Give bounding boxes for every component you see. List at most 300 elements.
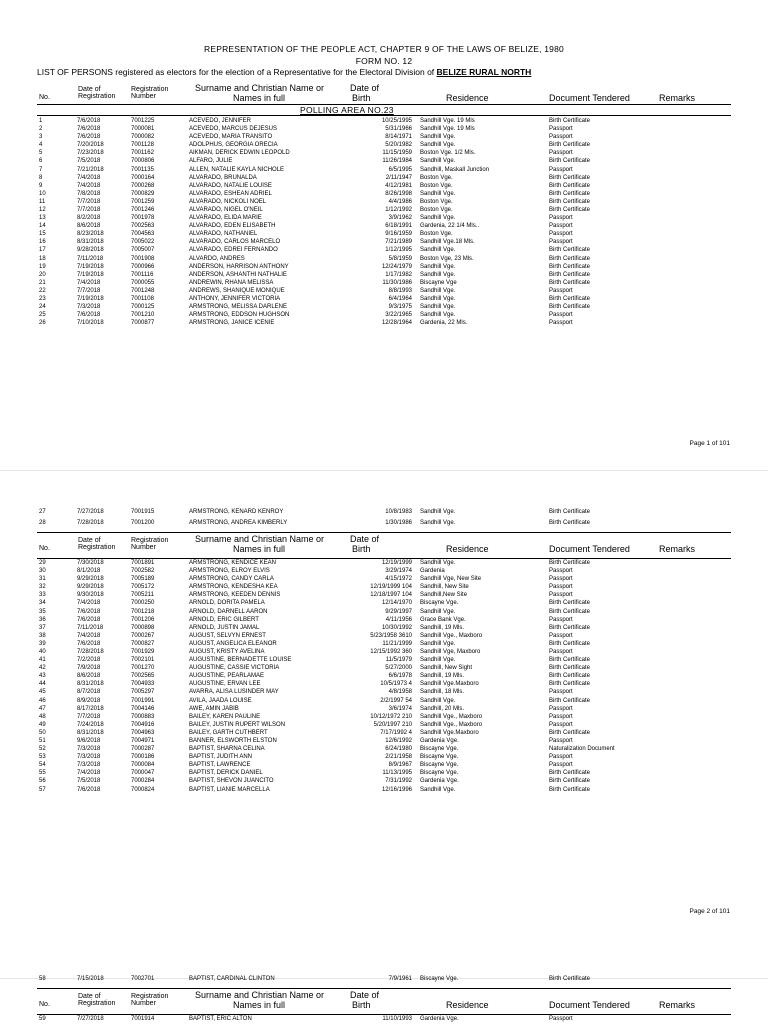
document-tendered: Passport: [549, 568, 573, 575]
document-tendered: Birth Certificate: [549, 255, 591, 262]
voter-name: ARMSTRONG, MELISSA DARLENE: [189, 304, 288, 311]
residence: Sandhill Vge.Maxboro: [420, 729, 479, 736]
date-of-birth: 6/4/1964: [388, 295, 412, 302]
document-tendered: Birth Certificate: [549, 624, 591, 631]
registration-number: 7001248: [131, 287, 155, 294]
residence: Sandhill Vge.: [420, 657, 456, 664]
document-tendered: Passport: [549, 239, 573, 246]
voter-name: BAILEY, JUSTIN RUPERT WILSON: [189, 721, 286, 728]
row-number: 23: [39, 295, 46, 302]
date-of-birth: 7/9/1961: [388, 976, 412, 982]
registration-date: 7/11/2018: [77, 624, 104, 631]
voter-name: ALVARADO, NIGEL O'NEIL: [189, 206, 263, 213]
document-tendered: Passport: [549, 632, 573, 639]
document-tendered: Passport: [549, 689, 573, 696]
voter-name: BAILEY, GARTH CUTHBERT: [189, 729, 268, 736]
registration-number: 7005211: [131, 592, 154, 599]
row-number: 1: [39, 118, 43, 124]
registration-date: 7/27/2018: [77, 1016, 104, 1022]
document-tendered: Passport: [549, 762, 573, 769]
row-number: 49: [39, 721, 46, 728]
row-number: 52: [39, 746, 46, 753]
table-row: [0, 975, 768, 983]
residence: Sandhill, 19 Mls.: [420, 673, 465, 680]
voter-name: ADOLPHUS, GEORGIA ORECIA: [189, 142, 278, 149]
residence: Sandhill, New Sight: [420, 665, 473, 672]
row-number: 14: [39, 223, 46, 230]
row-number: 38: [39, 632, 46, 639]
table-row: [0, 117, 768, 125]
voter-name: ANDERSON, HARRISON ANTHONY: [189, 263, 289, 270]
row-number: 8: [39, 174, 43, 181]
document-tendered: Birth Certificate: [549, 158, 591, 165]
document-tendered: Passport: [549, 616, 573, 623]
row-number: 25: [39, 312, 46, 319]
date-of-birth: 4/8/1958: [388, 689, 412, 696]
voter-name: ARMSTRONG, ELROY ELVIS: [189, 568, 270, 575]
row-number: 47: [39, 705, 46, 712]
row-number: 59: [39, 1016, 46, 1022]
registration-date: 7/4/2018: [77, 174, 101, 181]
table-row: [0, 697, 768, 705]
document-page-3: [0, 978, 768, 1024]
table-row: [0, 721, 768, 729]
list-prefix: LIST OF PERSONS registered as electors for the election of a Representative for the Electoral Division of: [37, 67, 435, 77]
row-number: 15: [39, 231, 46, 238]
registration-date: 7/7/2018: [77, 713, 101, 720]
voter-name: ANDREWIN, RHANA MELISSA: [189, 279, 274, 286]
voter-name: AUGUSTINE, ERVAN LEE: [189, 681, 261, 688]
document-tendered: Birth Certificate: [549, 673, 591, 680]
registration-number: 7001978: [131, 215, 155, 222]
col-reg-date-1: Date of: [78, 993, 101, 1000]
registration-number: 7000164: [131, 174, 155, 181]
col-reg-date-1: Date of: [78, 537, 101, 544]
date-of-birth: 12/16/1996: [381, 786, 412, 793]
voter-name: AUGUSTINE, CASSIE VICTORIA: [189, 665, 280, 672]
registration-date: 7/4/2018: [77, 632, 101, 639]
table-row: [0, 769, 768, 777]
row-number: 54: [39, 762, 46, 769]
table-row: [0, 319, 768, 327]
registration-number: 7001206: [131, 616, 155, 623]
document-tendered: Passport: [549, 166, 573, 173]
registration-number: 7000827: [131, 640, 155, 647]
table-row: [0, 206, 768, 214]
polling-area-label: POLLING AREA NO.23: [300, 105, 394, 115]
registration-number: 7000084: [131, 762, 155, 769]
registration-number: 7000047: [131, 770, 155, 777]
registration-number: 7000268: [131, 182, 155, 189]
registration-number: 7001991: [131, 697, 155, 704]
row-number: 45: [39, 689, 46, 696]
date-of-birth: 12/19/1999 104: [370, 584, 412, 591]
voter-name: ANDREWS, SHANIQUE MONIQUE: [189, 287, 285, 294]
date-of-birth: 6/18/1991: [385, 223, 412, 230]
document-tendered: Passport: [549, 223, 573, 230]
document-tendered: Birth Certificate: [549, 271, 591, 278]
registration-number: 7004563: [131, 231, 155, 238]
registration-date: 7/5/2018: [77, 158, 101, 165]
registration-date: 8/23/2018: [77, 231, 104, 238]
table-row: [0, 688, 768, 696]
document-tendered: Birth Certificate: [549, 657, 591, 664]
registration-number: 7000267: [131, 632, 155, 639]
electoral-division: BELIZE RURAL NORTH: [436, 67, 532, 77]
table-row: [0, 591, 768, 599]
date-of-birth: 5/27/2000: [385, 665, 412, 672]
date-of-birth: 11/10/1993: [382, 1016, 412, 1022]
table-row: [0, 559, 768, 567]
registration-number: 7001915: [131, 509, 155, 515]
residence: Sandhill Vge. 19 Mls: [420, 126, 475, 133]
col-residence: Residence: [446, 93, 489, 103]
registration-number: 7000877: [131, 320, 155, 327]
table-row: [0, 198, 768, 206]
date-of-birth: 4/15/1972: [385, 576, 412, 583]
registration-number: 7002565: [131, 673, 155, 680]
registration-number: 7005189: [131, 576, 155, 583]
residence: Sandhill Vge.: [420, 312, 456, 319]
table-row: [0, 263, 768, 271]
voter-name: ALVARADO, ELIDA MARIE: [189, 215, 262, 222]
residence: Sandhill Vge.: [420, 640, 456, 647]
row-number: 39: [39, 640, 46, 647]
row-number: 41: [39, 657, 46, 664]
residence: Gardenia Vge.: [420, 737, 459, 744]
table-row: [0, 624, 768, 632]
col-document: Document Tendered: [549, 1000, 630, 1010]
registration-date: 9/30/2018: [77, 592, 104, 599]
registration-date: 8/31/2018: [77, 681, 104, 688]
voter-name: ARNOLD, DORITA PAMELA: [189, 600, 265, 607]
table-row: [0, 786, 768, 794]
page-number: Page 2 of 101: [689, 908, 730, 915]
registration-date: 8/31/2018: [77, 239, 104, 246]
table-row: [0, 648, 768, 656]
date-of-birth: 11/26/1984: [382, 158, 412, 165]
voter-name: BAPTIST, JUDITH ANN: [189, 754, 253, 761]
date-of-birth: 7/21/1989: [385, 239, 412, 246]
document-tendered: Birth Certificate: [549, 770, 591, 777]
date-of-birth: 10/12/1972 210: [370, 713, 412, 720]
row-number: 56: [39, 778, 46, 785]
registration-number: 7002582: [131, 568, 155, 575]
registration-number: 7000081: [131, 126, 155, 133]
registration-date: 8/1/2018: [77, 568, 101, 575]
registration-date: 9/28/2018: [77, 247, 104, 254]
col-no: No.: [39, 545, 50, 552]
registration-date: 7/23/2018: [77, 150, 104, 157]
table-row: [0, 255, 768, 263]
residence: Biscayne Vge.: [420, 770, 459, 777]
registration-number: 7001128: [131, 142, 154, 149]
document-tendered: Birth Certificate: [549, 729, 591, 736]
voter-name: ALFARO, JULIE: [189, 158, 233, 165]
table-row: [0, 616, 768, 624]
registration-number: 7001270: [131, 665, 155, 672]
document-tendered: Birth Certificate: [549, 665, 591, 672]
row-number: 32: [39, 584, 46, 591]
col-document: Document Tendered: [549, 93, 630, 103]
row-number: 4: [39, 142, 43, 149]
voter-name: ARMSTRONG, KENARD KENROY: [189, 509, 284, 515]
voter-name: ACEVEDO, JENNIFER: [189, 118, 252, 124]
date-of-birth: 11/5/1979: [385, 657, 412, 664]
voter-name: BAPTIST, SHEVON JUANCITO: [189, 778, 274, 785]
registration-date: 7/8/2018: [77, 190, 101, 197]
document-tendered: Passport: [549, 576, 573, 583]
table-row: [0, 745, 768, 753]
table-row: [0, 166, 768, 174]
registration-number: 7000883: [131, 713, 155, 720]
residence: Boston Vge. 1/2 Mls.: [420, 150, 476, 157]
registration-date: 7/15/2018: [77, 976, 104, 982]
voter-name: AVARRA, ALISA LUSINDER MAY: [189, 689, 279, 696]
voter-name: ALVARADO, EDEN ELISABETH: [189, 223, 276, 230]
col-reg-date-2: Registration: [78, 93, 116, 100]
voter-name: AUGUSTINE, BERNADETTE LOUISE: [189, 657, 292, 664]
col-dob-1: Date of: [350, 534, 380, 544]
document-tendered: Passport: [549, 584, 573, 591]
residence: Sandhill, Maskall Junction: [420, 166, 490, 173]
table-row: [0, 141, 768, 149]
table-row: [0, 575, 768, 583]
date-of-birth: 1/12/1992: [385, 206, 412, 213]
col-reg-no-1: Registration: [131, 537, 169, 544]
col-reg-no-2: Number: [131, 93, 156, 100]
document-tendered: Passport: [549, 713, 573, 720]
document-tendered: Birth Certificate: [549, 976, 591, 982]
registration-number: 7000966: [131, 263, 155, 270]
residence: Sandhill Vge.: [420, 697, 456, 704]
residence: Biscayne Vge.: [420, 762, 459, 769]
registration-date: 7/3/2018: [77, 746, 101, 753]
date-of-birth: 10/25/1995: [381, 118, 412, 124]
row-number: 7: [39, 166, 43, 173]
date-of-birth: 12/14/1970: [381, 600, 412, 607]
residence: Sandhill Vge.: [420, 295, 456, 302]
voter-name: BAPTIST, DERICK DANIEL: [189, 770, 263, 777]
registration-date: 7/28/2018: [77, 520, 104, 526]
registration-date: 7/21/2018: [77, 166, 104, 173]
date-of-birth: 10/5/1973 4: [380, 681, 412, 688]
document-tendered: Naturalization Document: [549, 746, 615, 753]
registration-date: 8/2/2018: [77, 215, 101, 222]
document-tendered: Birth Certificate: [549, 206, 591, 213]
table-row: [0, 182, 768, 190]
document-tendered: Birth Certificate: [549, 304, 591, 311]
voter-name: BAPTIST, LAWRENCE: [189, 762, 251, 769]
table-row: [0, 279, 768, 287]
voter-name: ALVARADO, EDREI FERNANDO: [189, 247, 278, 254]
row-number: 35: [39, 608, 46, 615]
residence: Sandhill Vge.: [420, 608, 456, 615]
header-top-rule: [37, 532, 731, 533]
registration-date: 8/31/2018: [77, 729, 104, 736]
row-number: 51: [39, 737, 46, 744]
voter-name: BAPTIST, SHARNA CELINA: [189, 746, 265, 753]
document-tendered: Birth Certificate: [549, 600, 591, 607]
registration-number: 7001135: [131, 166, 154, 173]
voter-name: ACEVEDO, MARCUS DEJESUS: [189, 126, 278, 133]
col-reg-date-2: Registration: [78, 1000, 116, 1007]
col-remarks: Remarks: [659, 1000, 696, 1010]
date-of-birth: 1/30/1986: [385, 520, 412, 526]
row-number: 22: [39, 287, 46, 294]
col-name-1: Surname and Christian Name or: [195, 534, 325, 544]
residence: Sandhill Vge.: [420, 142, 456, 149]
voter-name: ALVARADO, NATALIE LOUISE: [189, 182, 272, 189]
col-name-1: Surname and Christian Name or: [195, 83, 325, 93]
voter-name: ARNOLD, DARNELL AARON: [189, 608, 268, 615]
document-tendered: Birth Certificate: [549, 247, 591, 254]
col-reg-no-1: Registration: [131, 993, 169, 1000]
registration-number: 7000125: [131, 304, 155, 311]
residence: Sandhill Vge, New Site: [420, 576, 482, 583]
row-number: 36: [39, 616, 46, 623]
registration-number: 7002701: [131, 976, 155, 982]
date-of-birth: 10/8/1983: [385, 509, 412, 515]
voter-name: ALLEN, NATALIE KAYLA NICHOLE: [189, 166, 285, 173]
residence: Grace Bank Vge.: [420, 616, 466, 623]
residence: Boston Vge.: [420, 231, 453, 238]
voter-name: AWE, AMIN JABIB: [189, 705, 239, 712]
table-row: [0, 230, 768, 238]
row-number: 33: [39, 592, 46, 599]
registration-date: 7/6/2018: [77, 134, 101, 141]
date-of-birth: 8/9/1967: [388, 762, 412, 769]
voter-name: ALVARADO, BRUNALDA: [189, 174, 257, 181]
row-number: 46: [39, 697, 46, 704]
col-remarks: Remarks: [659, 93, 696, 103]
table-row: [0, 713, 768, 721]
date-of-birth: 5/8/1959: [388, 255, 412, 262]
registration-date: 8/6/2018: [77, 673, 101, 680]
registration-number: 7001891: [131, 560, 155, 566]
residence: Sandhill Vge. 19 Mls: [420, 118, 475, 124]
col-reg-date-1: Date of: [78, 86, 101, 93]
document-tendered: Birth Certificate: [549, 681, 591, 688]
residence: Boston Vge.: [420, 198, 453, 205]
registration-date: 9/6/2018: [77, 737, 101, 744]
registration-number: 7001246: [131, 206, 155, 213]
voter-name: ARMSTRONG, JANICE ICENIE: [189, 320, 275, 327]
col-residence: Residence: [446, 544, 489, 554]
date-of-birth: 5/23/1958 3610: [370, 632, 412, 639]
residence: Gardenia Vge.: [420, 778, 459, 785]
registration-date: 7/4/2018: [77, 182, 101, 189]
document-tendered: Passport: [549, 231, 573, 238]
registration-date: 8/9/2018: [77, 697, 101, 704]
registration-date: 7/19/2018: [77, 271, 104, 278]
row-number: 24: [39, 304, 46, 311]
residence: Sandhill Vge.: [420, 158, 456, 165]
table-row: [0, 303, 768, 311]
residence: Sandhill Vge.: [420, 190, 456, 197]
table-row: [0, 583, 768, 591]
document-tendered: Passport: [549, 1016, 573, 1022]
voter-name: ARMSTRONG, KENDESHA KEA: [189, 584, 278, 591]
registration-number: 7001116: [131, 271, 154, 278]
row-number: 34: [39, 600, 46, 607]
row-number: 50: [39, 729, 46, 736]
table-row: [0, 222, 768, 230]
document-tendered: Birth Certificate: [549, 174, 591, 181]
residence: Boston Vge, 23 Mls.: [420, 255, 474, 262]
col-dob-1: Date of: [350, 83, 380, 93]
date-of-birth: 2/11/1947: [385, 174, 412, 181]
date-of-birth: 5/20/1997 210: [373, 721, 412, 728]
row-number: 18: [39, 255, 46, 262]
column-header: [0, 84, 768, 106]
residence: Sandhill Vge., Maxboro: [420, 713, 483, 720]
registration-number: 7002563: [131, 223, 155, 230]
table-row: [0, 761, 768, 769]
date-of-birth: 11/21/1999: [382, 640, 412, 647]
document-tendered: Passport: [549, 592, 573, 599]
voter-name: BAPTIST, ERIC ALTON: [189, 1016, 252, 1022]
col-reg-no-2: Number: [131, 1000, 156, 1007]
date-of-birth: 6/6/1978: [388, 673, 412, 680]
col-name-2: Names in full: [233, 544, 286, 554]
registration-date: 7/3/2018: [77, 754, 101, 761]
registration-number: 7000824: [131, 786, 155, 793]
table-row: [0, 680, 768, 688]
residence: Gardenia: [420, 568, 445, 575]
registration-date: 7/30/2018: [77, 560, 104, 566]
voter-name: BANNER, ELSWORTH ELSTON: [189, 737, 277, 744]
row-number: 2: [39, 126, 43, 133]
document-tendered: Passport: [549, 754, 573, 761]
date-of-birth: 9/3/1975: [388, 304, 412, 311]
row-number: 30: [39, 568, 46, 575]
date-of-birth: 3/6/1974: [388, 705, 412, 712]
table-row: [0, 519, 768, 527]
voter-name: AVILA, JAADA LOUISE: [189, 697, 252, 704]
residence: Biscayne Vge.: [420, 600, 459, 607]
table-row: [0, 190, 768, 198]
date-of-birth: 3/29/1974: [385, 568, 412, 575]
voter-name: ALVARDO, ANDRES: [189, 255, 245, 262]
table-row: [0, 599, 768, 607]
registration-number: 7000186: [131, 754, 155, 761]
registration-number: 7001914: [131, 1016, 155, 1022]
residence: Sandhill Vge.: [420, 215, 456, 222]
table-row: [0, 705, 768, 713]
table-row: [0, 295, 768, 303]
registration-date: 7/7/2018: [77, 206, 101, 213]
date-of-birth: 9/16/1959: [385, 231, 412, 238]
residence: Sandhill Vge.: [420, 247, 456, 254]
col-reg-no-1: Registration: [131, 86, 169, 93]
document-tendered: Birth Certificate: [549, 295, 591, 302]
registration-date: 7/6/2018: [77, 640, 101, 647]
date-of-birth: 11/30/1986: [382, 279, 412, 286]
col-document: Document Tendered: [549, 544, 630, 554]
row-number: 44: [39, 681, 46, 688]
document-tendered: Birth Certificate: [549, 279, 591, 286]
registration-date: 7/9/2018: [77, 665, 101, 672]
row-number: 10: [39, 190, 46, 197]
registration-date: 7/6/2018: [77, 786, 101, 793]
table-row: [0, 174, 768, 182]
registration-number: 7000284: [131, 778, 155, 785]
registration-number: 7000055: [131, 279, 155, 286]
table-row: [0, 753, 768, 761]
registration-number: 7000829: [131, 190, 155, 197]
date-of-birth: 12/6/1992: [385, 737, 412, 744]
